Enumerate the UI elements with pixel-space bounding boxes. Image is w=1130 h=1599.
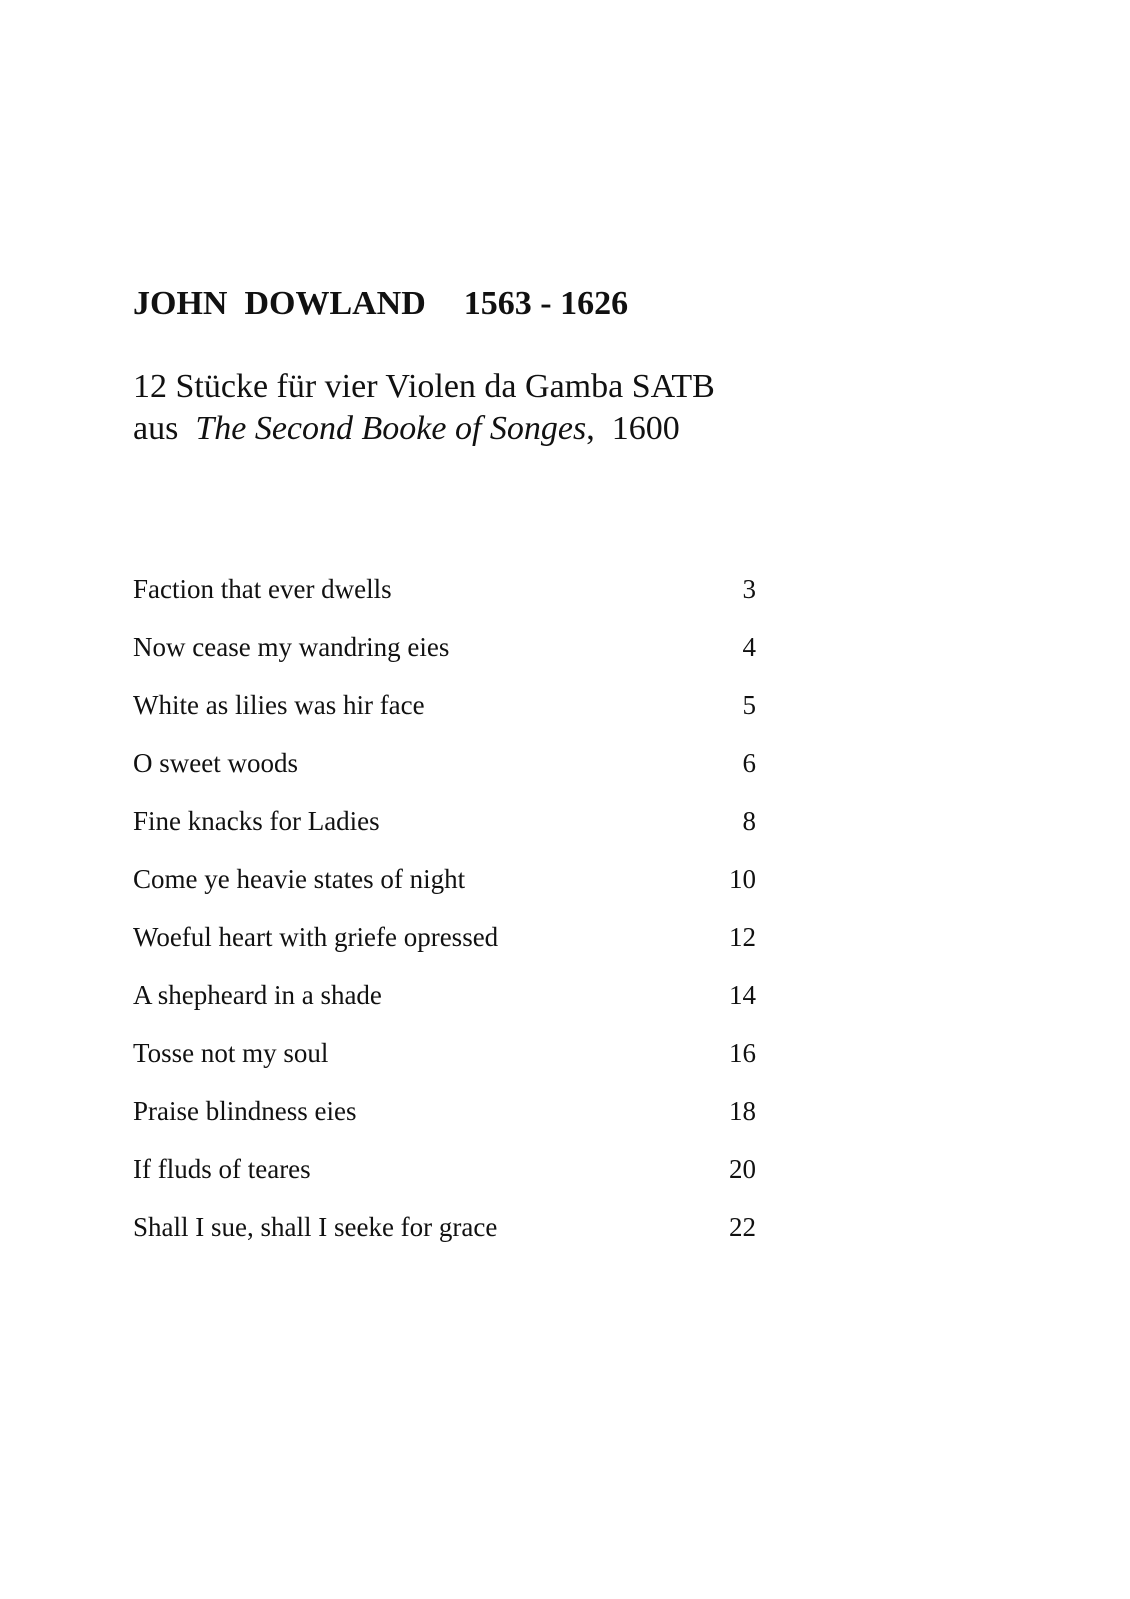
toc-title: Praise blindness eies bbox=[133, 1096, 357, 1126]
toc-page-number: 22 bbox=[729, 1212, 756, 1242]
toc-entry bbox=[133, 687, 756, 745]
toc-entry bbox=[133, 1035, 756, 1093]
toc-title: Shall I sue, shall I seeke for grace bbox=[133, 1212, 498, 1242]
collection-subtitle bbox=[133, 366, 715, 450]
toc-page-number: 10 bbox=[729, 864, 756, 894]
toc-title: Come ye heavie states of night bbox=[133, 864, 466, 894]
toc-entry bbox=[133, 803, 756, 861]
composer-name: JOHN DOWLAND bbox=[133, 285, 426, 322]
toc-page-number: 4 bbox=[742, 632, 756, 662]
toc-title: Now cease my wandring eies bbox=[133, 632, 450, 662]
toc-entry bbox=[133, 571, 756, 629]
subtitle-suffix: , 1600 bbox=[586, 410, 680, 447]
toc-page-number: 6 bbox=[742, 748, 756, 778]
toc-page-number: 12 bbox=[729, 922, 756, 952]
toc-entry bbox=[133, 977, 756, 1035]
toc-page-number: 3 bbox=[742, 574, 756, 604]
source-work-title: The Second Booke of Songes bbox=[195, 410, 587, 447]
subtitle-prefix: aus bbox=[133, 410, 187, 447]
toc-page-number: 16 bbox=[729, 1038, 756, 1068]
toc-page-number: 18 bbox=[729, 1096, 756, 1126]
subtitle-line-1: 12 Stücke für vier Violen da Gamba SATB bbox=[133, 368, 715, 405]
subtitle-line-2 bbox=[133, 408, 715, 450]
toc-entry bbox=[133, 861, 756, 919]
toc-title: Fine knacks for Ladies bbox=[133, 806, 380, 836]
toc-page-number: 5 bbox=[742, 690, 756, 720]
toc-entry bbox=[133, 919, 756, 977]
toc-entry bbox=[133, 745, 756, 803]
toc-entry bbox=[133, 629, 756, 687]
toc-page-number: 8 bbox=[742, 806, 756, 836]
toc-entry bbox=[133, 1209, 756, 1267]
toc-title: O sweet woods bbox=[133, 748, 298, 778]
toc-page-number: 20 bbox=[729, 1154, 756, 1184]
toc-title: Faction that ever dwells bbox=[133, 574, 392, 604]
composer-dates: 1563 - 1626 bbox=[463, 285, 629, 322]
toc-entry bbox=[133, 1093, 756, 1151]
toc-title: Tosse not my soul bbox=[133, 1038, 329, 1068]
toc-title: A shepheard in a shade bbox=[133, 980, 382, 1010]
toc-title: If fluds of teares bbox=[133, 1154, 311, 1184]
toc-page-number: 14 bbox=[729, 980, 756, 1010]
composer-heading bbox=[133, 284, 628, 324]
toc-title: Woeful heart with griefe opressed bbox=[133, 922, 499, 952]
toc-entry bbox=[133, 1151, 756, 1209]
toc-title: White as lilies was hir face bbox=[133, 690, 425, 720]
table-of-contents bbox=[133, 571, 756, 1267]
